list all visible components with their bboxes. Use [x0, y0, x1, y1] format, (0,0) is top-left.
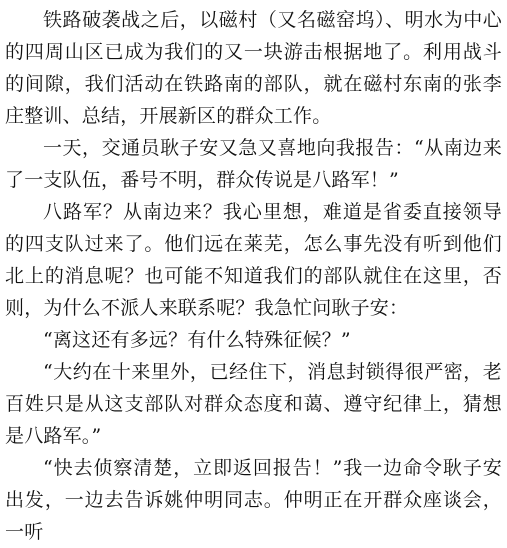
paragraph-4: “离这还有多远？有什么特殊征候？”	[43, 329, 351, 351]
paragraph-6: “快去侦察清楚，立即返回报告！”我一边命令耿子安出发，一边去告诉姚仲明同志。仲明正在开群众座谈会，一听	[5, 457, 502, 543]
paragraph-1: 铁路破袭战之后，以磁村（又名磁窑坞）、明水为中心的四周山区已成为我们的又一块游击根据地了。利用战斗的间隙，我们活动在铁路南的部队，就在磁村东南的张李庄整训、总结，开展新区的群众工作。	[5, 9, 502, 127]
paragraph-3: 八路军？从南边来？我心里想，难道是省委直接领导的四支队过来了。他们远在莱芜，怎么事先没有听到他们北上的消息呢？也可能不知道我们的部队就住在这里，否则，为什么不派人来联系呢？我急忙问耿子安：	[5, 201, 502, 319]
paragraph-5: “大约在十来里外，已经住下，消息封锁得很严密，老百姓只是从这支部队对群众态度和蔼、遵守纪律上，猜想是八路军。”	[5, 361, 502, 447]
paragraph-2: 一天，交通员耿子安又急又喜地向我报告：“从南边来了一支队伍，番号不明，群众传说是八路军！”	[5, 137, 502, 191]
